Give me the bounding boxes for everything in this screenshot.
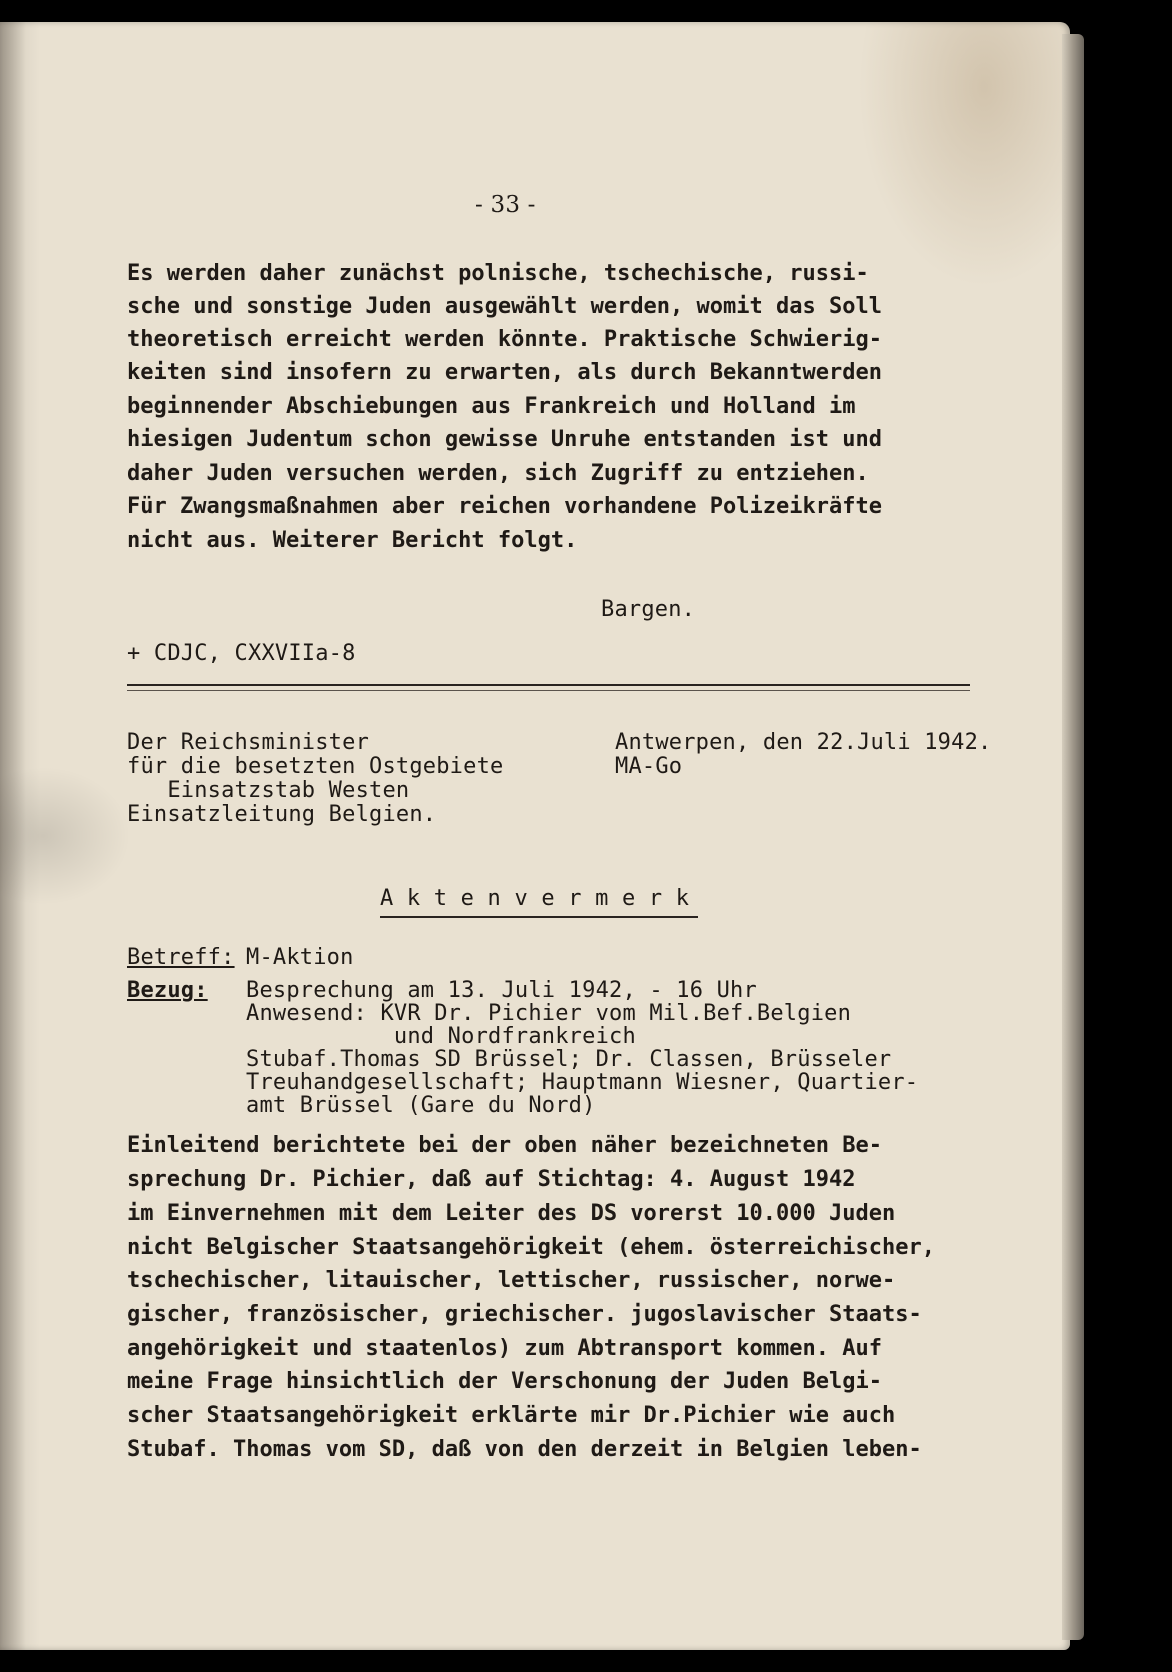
text-line: hiesigen Judentum schon gewisse Unruhe entstanden ist und <box>127 427 882 452</box>
text-line: beginnender Abschiebungen aus Frankreich und Holland im <box>127 394 856 419</box>
sender-line: für die besetzten Ostgebiete <box>127 754 504 779</box>
page-number: - 33 - <box>475 192 536 218</box>
place-date: Antwerpen, den 22.Juli 1942. <box>615 730 992 755</box>
reference-line: Treuhandgesellschaft; Hauptmann Wiesner, Quartier- <box>246 1070 919 1095</box>
archive-reference: + CDJC, CXXVIIa-8 <box>127 641 356 666</box>
text-line: Stubaf. Thomas vom SD, daß von den derzeit in Belgien leben- <box>127 1437 922 1462</box>
reference-line: Besprechung am 13. Juli 1942, - 16 Uhr <box>246 978 757 1003</box>
text-line: gischer, französischer, griechischer. jugoslavischer Staats- <box>127 1302 922 1327</box>
file-code: MA-Go <box>615 754 683 779</box>
page-edge <box>1062 34 1084 1640</box>
sender-line: Einsatzstab Westen <box>127 778 410 803</box>
separator-rule <box>127 690 970 691</box>
reference-line: und Nordfrankreich <box>246 1024 636 1049</box>
text-line: angehörigkeit und staatenlos) zum Abtransport kommen. Auf <box>127 1336 882 1361</box>
subject-label: Betreff: <box>127 945 235 970</box>
text-line: sprechung Dr. Pichier, daß auf Stichtag: 4. August 1942 <box>127 1167 856 1192</box>
text-line: scher Staatsangehörigkeit erklärte mir Dr.Pichier wie auch <box>127 1403 896 1428</box>
text-line: meine Frage hinsichtlich der Verschonung der Juden Belgi- <box>127 1369 882 1394</box>
sender-line: Der Reichsminister <box>127 730 370 755</box>
memo-title: A k t e n v e r m e r k <box>380 886 690 911</box>
text-line: Einleitend berichtete bei der oben näher bezeichneten Be- <box>127 1133 882 1158</box>
text-line: Es werden daher zunächst polnische, tschechische, russi- <box>127 261 869 286</box>
text-line: keiten sind insofern zu erwarten, als durch Bekanntwerden <box>127 360 882 385</box>
reference-line: Stubaf.Thomas SD Brüssel; Dr. Classen, Brüsseler <box>246 1047 892 1072</box>
sender-line: Einsatzleitung Belgien. <box>127 802 437 827</box>
text-line: theoretisch erreicht werden könnte. Praktische Schwierig- <box>127 327 882 352</box>
separator-rule <box>127 684 970 686</box>
text-line: sche und sonstige Juden ausgewählt werden, womit das Soll <box>127 294 882 319</box>
binding-shadow <box>0 22 26 1650</box>
text-line: Für Zwangsmaßnahmen aber reichen vorhandene Polizeikräfte <box>127 494 882 519</box>
text-line: daher Juden versuchen werden, sich Zugriff zu entziehen. <box>127 461 869 486</box>
text-line: im Einvernehmen mit dem Leiter des DS vorerst 10.000 Juden <box>127 1201 896 1226</box>
reference-label: Bezug: <box>127 978 208 1003</box>
subject-value: M-Aktion <box>246 945 354 970</box>
text-line: nicht Belgischer Staatsangehörigkeit (ehem. österreichischer, <box>127 1235 935 1260</box>
text-line: tschechischer, litauischer, lettischer, russischer, norwe- <box>127 1268 896 1293</box>
memo-title-underline <box>380 916 698 918</box>
reference-line: Anwesend: KVR Dr. Pichier vom Mil.Bef.Belgien <box>246 1001 852 1026</box>
signature: Bargen. <box>601 597 696 622</box>
reference-line: amt Brüssel (Gare du Nord) <box>246 1093 596 1118</box>
text-line: nicht aus. Weiterer Bericht folgt. <box>127 528 578 553</box>
